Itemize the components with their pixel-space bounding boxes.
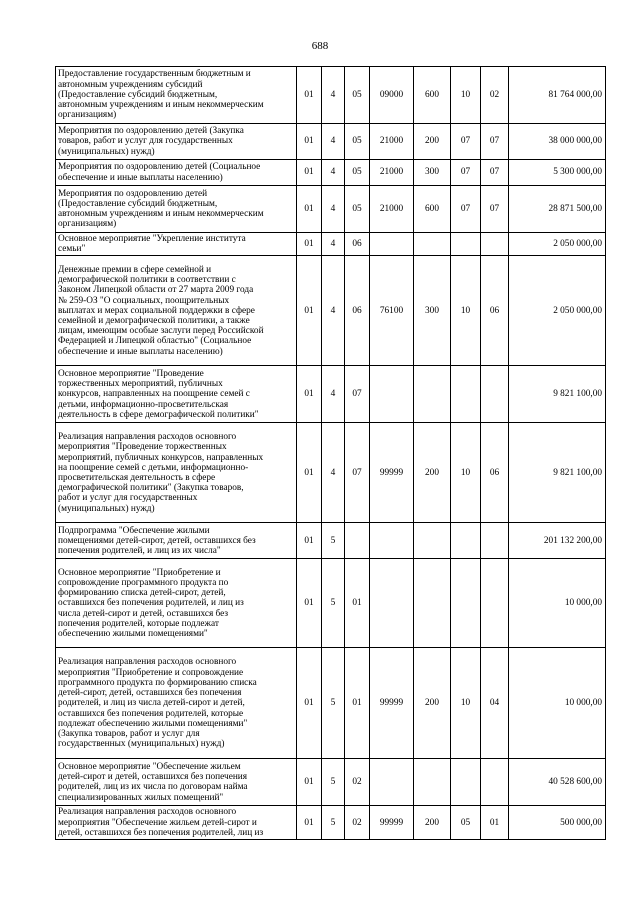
page-number: 688	[311, 40, 329, 52]
code-subsection: 07	[481, 186, 509, 233]
code-expense-type: 200	[414, 124, 451, 160]
code-subsection	[481, 233, 509, 256]
code-subsection: 07	[481, 124, 509, 160]
row-amount: 2 050 000,00	[509, 233, 606, 256]
code-section: 10	[451, 423, 481, 523]
code-section: 07	[451, 186, 481, 233]
code-main-event: 05	[345, 160, 370, 186]
code-section: 10	[451, 256, 481, 366]
row-amount: 500 000,00	[509, 806, 606, 840]
code-section: 05	[451, 806, 481, 840]
row-description: Основное мероприятие "Приобретение и сопровождение программного продукта по формированию списка детей-сирот, детей, оставшихся без попечения родителей, и лиц из числа детей-сирот и детей, оставшихся без попечения родителей, которые подлежат обеспечению жилыми помещениями"	[56, 559, 297, 648]
code-section: 07	[451, 124, 481, 160]
code-subprogram: 4	[322, 366, 345, 423]
table-row	[56, 160, 606, 186]
code-gp: 01	[297, 160, 322, 186]
code-main-event	[345, 523, 370, 559]
code-expense-type: 200	[414, 806, 451, 840]
code-expense-type	[414, 559, 451, 648]
code-expense-type	[414, 233, 451, 256]
code-direction: 76100	[370, 256, 414, 366]
row-description: Мероприятия по оздоровлению детей (Предоставление субсидий бюджетным, автономным учреждениям и иным некоммерческим организациям)	[56, 186, 297, 233]
code-expense-type	[414, 523, 451, 559]
code-gp: 01	[297, 186, 322, 233]
code-direction: 99999	[370, 806, 414, 840]
code-main-event: 05	[345, 124, 370, 160]
code-gp: 01	[297, 423, 322, 523]
code-subprogram: 4	[322, 160, 345, 186]
table-row	[56, 366, 606, 423]
code-direction: 21000	[370, 124, 414, 160]
code-main-event: 06	[345, 233, 370, 256]
code-subprogram: 4	[322, 233, 345, 256]
code-expense-type: 600	[414, 186, 451, 233]
code-subprogram: 4	[322, 186, 345, 233]
code-subprogram: 4	[322, 256, 345, 366]
code-main-event: 05	[345, 67, 370, 124]
row-amount: 9 821 100,00	[509, 423, 606, 523]
code-subsection	[481, 366, 509, 423]
code-subprogram: 4	[322, 67, 345, 124]
code-gp: 01	[297, 759, 322, 806]
code-gp: 01	[297, 366, 322, 423]
row-description: Основное мероприятие "Проведение торжественных мероприятий, публичных конкурсов, направленных на поощрение семей с детьми, информационно-просветительская деятельность в сфере демографической политики"	[56, 366, 297, 423]
row-description: Мероприятия по оздоровлению детей (Социальное обеспечение и иные выплаты населению)	[56, 160, 297, 186]
code-subsection: 02	[481, 67, 509, 124]
code-direction: 09000	[370, 67, 414, 124]
code-subsection	[481, 559, 509, 648]
code-section	[451, 523, 481, 559]
table-row	[56, 806, 606, 840]
code-gp: 01	[297, 256, 322, 366]
code-main-event: 02	[345, 759, 370, 806]
code-expense-type	[414, 759, 451, 806]
code-gp: 01	[297, 67, 322, 124]
row-amount: 40 528 600,00	[509, 759, 606, 806]
code-main-event: 01	[345, 559, 370, 648]
code-direction	[370, 233, 414, 256]
code-section: 10	[451, 67, 481, 124]
code-subprogram: 5	[322, 559, 345, 648]
code-subprogram: 4	[322, 423, 345, 523]
code-expense-type: 600	[414, 67, 451, 124]
code-main-event: 06	[345, 256, 370, 366]
table-row	[56, 559, 606, 648]
code-direction	[370, 523, 414, 559]
code-subsection: 06	[481, 423, 509, 523]
code-direction: 99999	[370, 423, 414, 523]
code-section: 10	[451, 648, 481, 759]
table-row	[56, 423, 606, 523]
code-main-event: 05	[345, 186, 370, 233]
row-amount: 201 132 200,00	[509, 523, 606, 559]
code-main-event: 07	[345, 366, 370, 423]
code-section	[451, 759, 481, 806]
code-expense-type: 300	[414, 256, 451, 366]
code-subsection: 07	[481, 160, 509, 186]
table-row	[56, 256, 606, 366]
code-subsection: 06	[481, 256, 509, 366]
row-description: Реализация направления расходов основного мероприятия "Приобретение и сопровождение программного продукта по формированию списка детей-сирот, детей, оставшихся без попечения родителей, и лиц из числа детей-сирот и детей, оставшихся без попечения родителей, которые подлежат обеспечению жилыми помещениями" (Закупка товаров, работ и услуг для государственных (муниципальных) нужд)	[56, 648, 297, 759]
code-direction	[370, 759, 414, 806]
row-amount: 10 000,00	[509, 648, 606, 759]
code-gp: 01	[297, 233, 322, 256]
row-description: Мероприятия по оздоровлению детей (Закупка товаров, работ и услуг для государственных (муниципальных) нужд)	[56, 124, 297, 160]
row-description: Реализация направления расходов основного мероприятия "Проведение торжественных мероприятий, публичных конкурсов, направленных на поощрение семей с детьми, информационно- просветительская деятельность в сфере демографической политики" (Закупка товаров, работ и услуг для государственных (муниципальных) нужд)	[56, 423, 297, 523]
code-expense-type: 200	[414, 648, 451, 759]
code-subsection: 04	[481, 648, 509, 759]
code-main-event: 07	[345, 423, 370, 523]
table-row	[56, 759, 606, 806]
code-subprogram: 5	[322, 759, 345, 806]
row-amount: 5 300 000,00	[509, 160, 606, 186]
row-amount: 2 050 000,00	[509, 256, 606, 366]
row-description: Подпрограмма "Обеспечение жилыми помещениями детей-сирот, детей, оставшихся без попечения родителей, и лиц из их числа"	[56, 523, 297, 559]
code-subprogram: 5	[322, 806, 345, 840]
code-expense-type: 200	[414, 423, 451, 523]
row-description: Предоставление государственным бюджетным и автономным учреждениям субсидий (Предоставление субсидий бюджетным, автономным учреждениям и иным некоммерческим организациям)	[56, 67, 297, 124]
code-expense-type: 300	[414, 160, 451, 186]
row-amount: 28 871 500,00	[509, 186, 606, 233]
code-direction	[370, 559, 414, 648]
row-amount: 38 000 000,00	[509, 124, 606, 160]
code-subsection: 01	[481, 806, 509, 840]
code-expense-type	[414, 366, 451, 423]
code-section	[451, 366, 481, 423]
table-row	[56, 67, 606, 124]
code-subsection	[481, 523, 509, 559]
table-row	[56, 648, 606, 759]
row-amount: 10 000,00	[509, 559, 606, 648]
table-row	[56, 186, 606, 233]
row-description: Денежные премии в сфере семейной и демографической политики в соответствии с Законом Липецкой области от 27 марта 2009 года № 259-ОЗ "О социальных, поощрительных выплатах и мерах социальной поддержки в сфере семейной и демографической политики, а также лицам, имеющим особые заслуги перед Российской Федерацией и Липецкой областью" (Социальное обеспечение и иные выплаты населению)	[56, 256, 297, 366]
code-section	[451, 233, 481, 256]
code-gp: 01	[297, 806, 322, 840]
code-main-event: 02	[345, 806, 370, 840]
table-row	[56, 233, 606, 256]
code-gp: 01	[297, 124, 322, 160]
code-gp: 01	[297, 648, 322, 759]
budget-table	[55, 66, 606, 840]
row-description: Основное мероприятие "Обеспечение жильем детей-сирот и детей, оставшихся без попечения родителей, лиц из их числа по договорам найма специализированных жилых помещений"	[56, 759, 297, 806]
table-row	[56, 124, 606, 160]
row-description: Реализация направления расходов основного мероприятия "Обеспечение жильем детей-сирот и детей, оставшихся без попечения родителей, лиц из	[56, 806, 297, 840]
row-amount: 81 764 000,00	[509, 67, 606, 124]
code-subprogram: 5	[322, 648, 345, 759]
code-subprogram: 5	[322, 523, 345, 559]
code-main-event: 01	[345, 648, 370, 759]
code-subprogram: 4	[322, 124, 345, 160]
code-section	[451, 559, 481, 648]
code-direction	[370, 366, 414, 423]
code-subsection	[481, 759, 509, 806]
code-section: 07	[451, 160, 481, 186]
code-gp: 01	[297, 559, 322, 648]
row-amount: 9 821 100,00	[509, 366, 606, 423]
code-direction: 21000	[370, 160, 414, 186]
code-direction: 21000	[370, 186, 414, 233]
code-gp: 01	[297, 523, 322, 559]
table-row	[56, 523, 606, 559]
row-description: Основное мероприятие "Укрепление института семьи"	[56, 233, 297, 256]
code-direction: 99999	[370, 648, 414, 759]
